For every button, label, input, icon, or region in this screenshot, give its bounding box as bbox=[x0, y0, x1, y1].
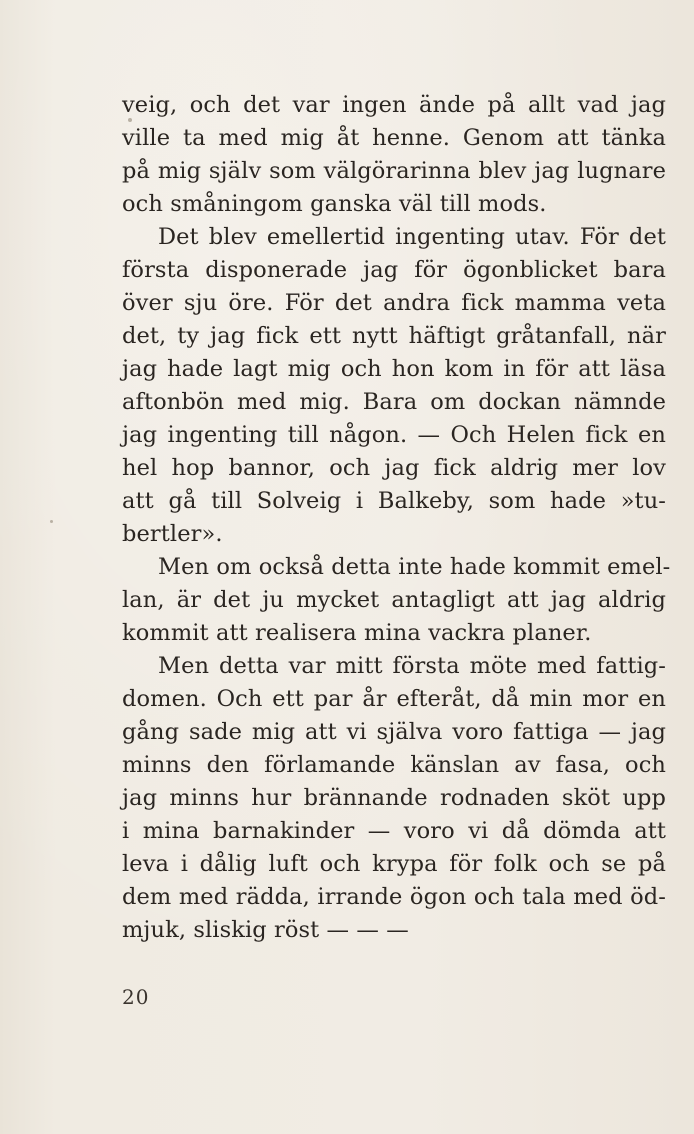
paragraph-first-line: Det blev emellertid ingenting utav. För det bbox=[158, 224, 666, 250]
paragraph-first-line: Men detta var mitt första möte med fattig- bbox=[158, 653, 666, 679]
paper-speck bbox=[50, 520, 53, 523]
text-line: minns den förlamande känslan av fasa, och bbox=[122, 752, 666, 778]
text-line: gång sade mig att vi själva voro fattiga — jag bbox=[122, 719, 666, 745]
text-line: första disponerade jag för ögonblicket bara bbox=[122, 257, 666, 283]
text-line: och småningom ganska väl till mods. bbox=[122, 191, 547, 217]
text-line: mjuk, sliskig röst — — — bbox=[122, 917, 409, 943]
text-line: domen. Och ett par år efteråt, då min mor en bbox=[122, 686, 666, 712]
page-number: 20 bbox=[122, 985, 150, 1009]
text-line: veig, och det var ingen ände på allt vad jag bbox=[122, 92, 666, 118]
text-line: jag ingenting till någon. — Och Helen fick en bbox=[122, 422, 666, 448]
text-line: det, ty jag fick ett nytt häftigt gråtanfall, när bbox=[122, 323, 666, 349]
text-line: över sju öre. För det andra fick mamma veta bbox=[122, 290, 666, 316]
text-line: att gå till Solveig i Balkeby, som hade »tu- bbox=[122, 488, 666, 514]
text-line: på mig själv som välgörarinna blev jag lugnare bbox=[122, 158, 666, 184]
text-line: dem med rädda, irrande ögon och tala med öd- bbox=[122, 884, 666, 910]
text-line: bertler». bbox=[122, 521, 223, 547]
text-line: lan, är det ju mycket antagligt att jag aldrig bbox=[122, 587, 666, 613]
text-line: hel hop bannor, och jag fick aldrig mer lov bbox=[122, 455, 666, 481]
text-line: ville ta med mig åt henne. Genom att tänka bbox=[122, 125, 666, 151]
text-line: i mina barnakinder — voro vi då dömda att bbox=[122, 818, 666, 844]
text-line: leva i dålig luft och krypa för folk och se på bbox=[122, 851, 666, 877]
text-line: jag minns hur brännande rodnaden sköt upp bbox=[122, 785, 666, 811]
paragraph-first-line: Men om också detta inte hade kommit emel- bbox=[158, 554, 671, 580]
text-line: aftonbön med mig. Bara om dockan nämnde bbox=[122, 389, 666, 415]
text-line: kommit att realisera mina vackra planer. bbox=[122, 620, 592, 646]
text-line: jag hade lagt mig och hon kom in för att läsa bbox=[122, 356, 666, 382]
